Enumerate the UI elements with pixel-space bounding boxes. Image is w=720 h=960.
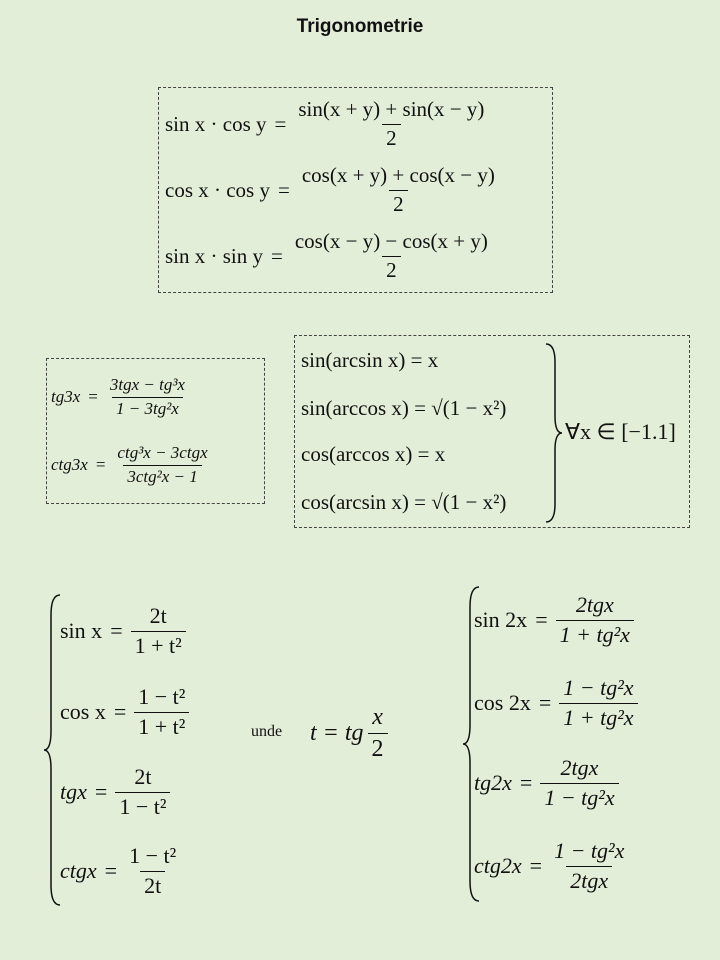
identity-line: sin(arccos x) = √(1 − x²) (301, 395, 507, 420)
formula-denominator: 2tgx (566, 866, 612, 893)
formula-numerator: 2t (134, 764, 152, 790)
page-title: Trigonometrie (296, 16, 424, 37)
formula-lhs: tgx (60, 779, 87, 804)
formula-lhs: tg3x (51, 387, 81, 406)
formula-row: ctgx = $\frac{\text{1 − t²}}{2t}$ (60, 838, 180, 904)
formula-lhs: ctg3x (51, 455, 88, 474)
formula-lhs: sin x · cos y (165, 111, 267, 136)
identity-line: sin(arcsin x) = x (301, 347, 439, 372)
formula-row: cos 2x = $\frac{\text{1 − tg²x}}{\text{1 + tg²x}}$ (474, 670, 638, 736)
formula-row: ctg2x = $\frac{\text{1 − tg²x}}{\text{2tgx}}$ (474, 833, 628, 899)
formula-lhs: cos x (60, 699, 106, 724)
triple-angle-box (46, 358, 265, 504)
formula-denominator: 2 (382, 124, 401, 150)
formula-lhs: sin x · sin y (165, 243, 264, 268)
formula-denominator: 1 + t² (131, 631, 186, 658)
formula-numerator: 1 − tg²x (563, 675, 634, 701)
formula-numerator: 2tgx (560, 755, 599, 781)
unde-label: unde (251, 723, 283, 740)
formula-denominator: 3ctg²x − 1 (123, 465, 201, 487)
formula-lhs: ctg2x (474, 853, 522, 878)
formula-numerator: cos(x − y) − cos(x + y) (294, 229, 488, 254)
formula-row: sin 2x = $\frac{\text{2tgx}}{\text{1 + tg²x}}$ (474, 587, 634, 653)
formula-lhs: t = tg (310, 719, 364, 746)
formula-row: tg3x = $\frac{\text{3tgx − tg³x}}{\text{1 − 3tg²x}}$ (51, 367, 189, 427)
formula-numerator: 1 − t² (138, 684, 186, 710)
formula-denominator: 2 (382, 256, 401, 282)
product-to-sum-box (158, 87, 553, 293)
formula-row: sin x · sin y = $\frac{\cos(x - y) - \cos(x + y)}{2}$ (165, 226, 492, 286)
formula-lhs: cos x · cos y (165, 177, 270, 202)
formula-row: sin x · cos y = $\frac{\sin(x + y) + \sin(x - y)}{2}$ (165, 94, 488, 154)
formula-numerator: ctg³x − 3ctgx (117, 442, 208, 462)
formula-denominator: 1 − tg²x (540, 783, 618, 810)
identity-line: cos(arcsin x) = √(1 − x²) (301, 489, 507, 514)
right-brace-icon (543, 342, 563, 524)
substitution-formula (310, 698, 388, 768)
formula-lhs: ctgx (60, 858, 97, 883)
formula-row: sin x = $\frac{2t}{\text{1 + t²}}$ (60, 598, 186, 664)
formula-row: tg2x = $\frac{\text{2tgx}}{\text{1 − tg²x}}$ (474, 750, 619, 816)
formula-denominator: 1 − t² (115, 792, 170, 819)
formula-row: cos x · cos y = $\frac{\cos(x + y) + \cos(x - y)}{2}$ (165, 160, 499, 220)
formula-row: tgx = $\frac{2t}{\text{1 − t²}}$ (60, 759, 170, 825)
formula-denominator: 1 + t² (134, 712, 189, 739)
domain-condition: ∀x ∈ [−1.1] (565, 419, 676, 444)
identity-line: cos(arccos x) = x (301, 441, 446, 466)
formula-denominator: 2 (389, 190, 408, 216)
formula-numerator: cos(x + y) + cos(x − y) (301, 163, 495, 188)
formula-denominator: 2 (368, 733, 388, 762)
formula-lhs: sin x (60, 618, 103, 643)
formula-denominator: 2t (140, 871, 165, 898)
formula-numerator: 2t (149, 603, 167, 629)
formula-numerator: sin(x + y) + sin(x − y) (298, 97, 485, 122)
formula-denominator: 1 − 3tg²x (112, 397, 183, 419)
formula-numerator: 1 − tg²x (554, 838, 625, 864)
formula-numerator: x (372, 704, 383, 731)
formula-row: cos x = $\frac{\text{1 − t²}}{\text{1 + t²}}$ (60, 679, 189, 745)
formula-lhs: sin 2x (474, 607, 528, 632)
formula-denominator: 1 + tg²x (559, 703, 637, 730)
formula-lhs: tg2x (474, 770, 512, 795)
inverse-identities-box (294, 335, 690, 528)
formula-lhs: cos 2x (474, 690, 531, 715)
formula-numerator: 3tgx − tg³x (109, 374, 185, 394)
formula-numerator: 1 − t² (129, 843, 177, 869)
formula-numerator: 2tgx (575, 592, 614, 618)
formula-denominator: 1 + tg²x (556, 620, 634, 647)
formula-row: ctg3x = $\frac{\text{ctg³x − 3ctgx}}{\text{3ctg²x − 1}}$ (51, 435, 212, 495)
